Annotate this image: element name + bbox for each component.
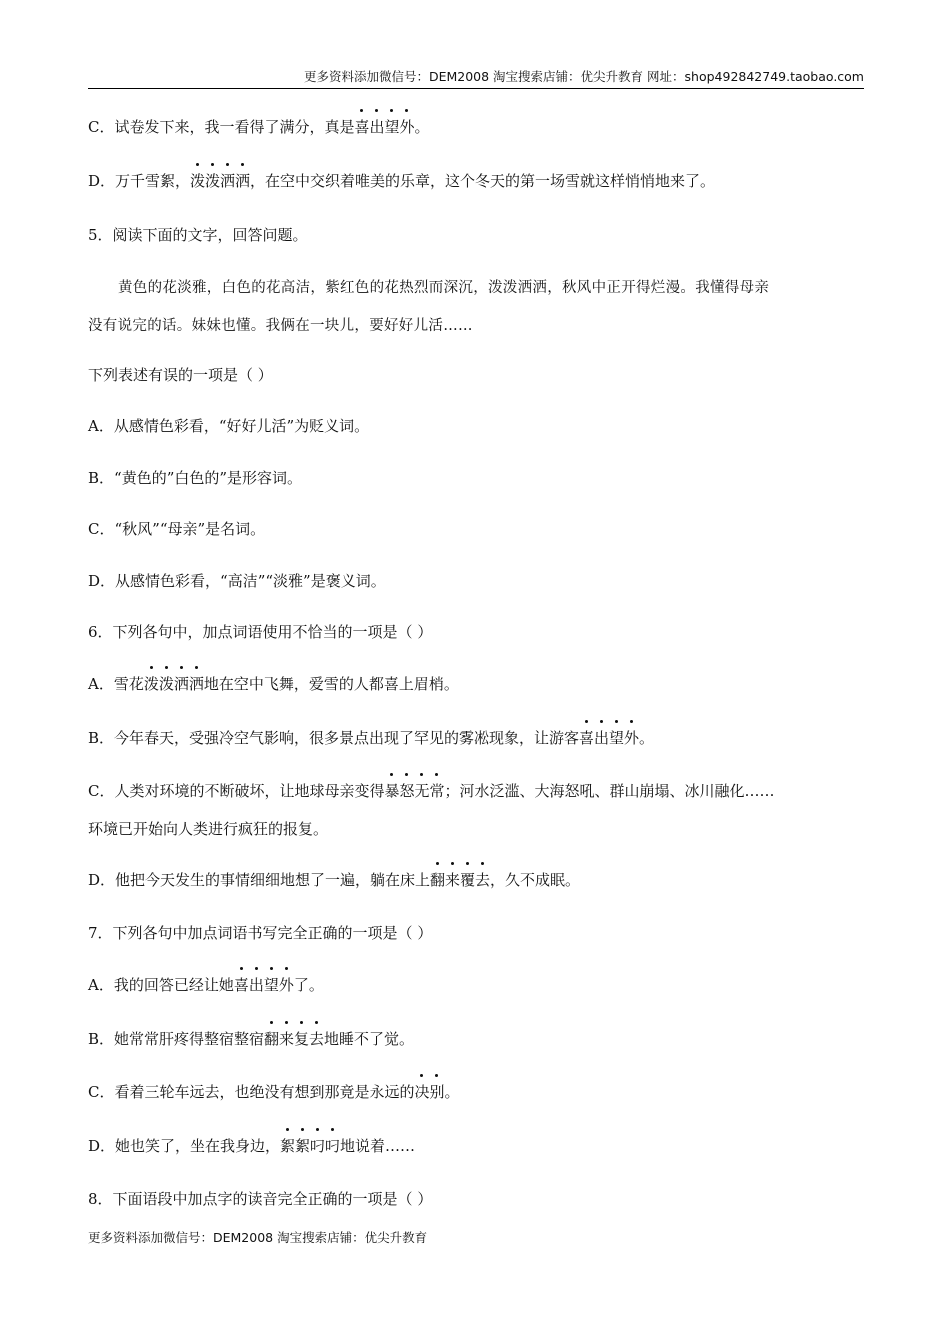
q6-option-d xyxy=(88,869,580,890)
option-text: B．今年春天，受强冷空气影响，很多景点出现了罕见的雾凇现象，让游客 xyxy=(88,729,580,747)
q7-option-a xyxy=(88,974,324,995)
dotted-word: 泼泼洒洒 xyxy=(144,673,204,694)
page-header xyxy=(88,68,864,89)
dotted-word: 翻来复去 xyxy=(264,1028,324,1049)
dotted-word: 絮絮叼叼 xyxy=(280,1135,340,1156)
q8-stem: 8．下面语段中加点字的读音完全正确的一项是（ ） xyxy=(88,1190,433,1208)
q6-option-a xyxy=(88,673,459,694)
q5-question: 下列表述有误的一项是（ ） xyxy=(88,366,273,384)
option-text: D．万千雪絮， xyxy=(88,172,191,190)
option-text: D．她也笑了，坐在我身边， xyxy=(88,1137,281,1155)
q7-option-d xyxy=(88,1135,415,1156)
q4-option-d xyxy=(88,170,715,191)
option-text: 。 xyxy=(444,1083,460,1101)
page-footer: 更多资料添加微信号：DEM2008 淘宝搜索店铺：优尖升教育 xyxy=(88,1230,428,1245)
option-text: 。 xyxy=(639,729,655,747)
option-text: ，在空中交织着唯美的乐章，这个冬天的第一场雪就这样悄悄地来了。 xyxy=(250,172,716,190)
q5-option-c: C．“秋风”“母亲”是名词。 xyxy=(88,520,266,538)
q6-stem: 6．下列各句中，加点词语使用不恰当的一项是（ ） xyxy=(88,623,433,641)
dotted-word: 泼泼洒洒 xyxy=(190,170,250,191)
dotted-word: 决别 xyxy=(414,1081,444,1102)
option-text: A．雪花 xyxy=(88,675,144,693)
dotted-word: 喜出望外 xyxy=(579,727,639,748)
dotted-word: 喜出望外 xyxy=(354,116,414,137)
option-text: 。 xyxy=(414,118,430,136)
dotted-word: 翻来覆去 xyxy=(430,869,490,890)
option-text: D．他把今天发生的事情细细地想了一遍，躺在床上 xyxy=(88,871,431,889)
option-text: B．她常常肝疼得整宿整宿 xyxy=(88,1030,265,1048)
q5-passage-line-1: 黄色的花淡雅，白色的花高洁，紫红色的花热烈而深沉，泼泼洒洒，秋风中正开得烂漫。我懂得母亲 xyxy=(118,280,770,296)
q5-passage-line-2: 没有说完的话。妹妹也懂。我俩在一块儿，要好好儿活…… xyxy=(88,318,473,334)
q6-option-c xyxy=(88,780,775,801)
header-text: 更多资料添加微信号：DEM2008 淘宝搜索店铺：优尖升教育 网址：shop492842749.taobao.com xyxy=(303,69,864,84)
option-text: C．试卷发下来，我一看得了满分，真是 xyxy=(88,118,355,136)
q7-option-b xyxy=(88,1028,414,1049)
dotted-word: 暴怒无常 xyxy=(384,780,444,801)
option-text: A．我的回答已经让她 xyxy=(88,976,234,994)
q7-stem: 7．下列各句中加点词语书写完全正确的一项是（ ） xyxy=(88,924,433,942)
q7-option-c xyxy=(88,1081,460,1102)
option-text: ，久不成眠。 xyxy=(490,871,581,889)
q6-option-b xyxy=(88,727,654,748)
q4-option-c xyxy=(88,116,430,137)
q5-option-a: A．从感情色彩看，“好好儿活”为贬义词。 xyxy=(88,417,370,435)
option-text: 地在空中飞舞，爱雪的人都喜上眉梢。 xyxy=(203,675,459,693)
option-text: 了。 xyxy=(293,976,324,994)
option-text: C．人类对环境的不断破坏，让地球母亲变得 xyxy=(88,782,385,800)
dotted-word: 喜出望外 xyxy=(234,974,294,995)
option-text: 地睡不了觉。 xyxy=(324,1030,415,1048)
option-text: ；河水泛滥、大海怒吼、群山崩塌、冰川融化…… xyxy=(444,782,775,800)
option-text: 地说着…… xyxy=(340,1137,416,1155)
q5-option-b: B．“黄色的”白色的”是形容词。 xyxy=(88,469,303,487)
q5-option-d: D．从感情色彩看，“高洁”“淡雅”是褒义词。 xyxy=(88,572,386,590)
q6-option-c-line-2: 环境已开始向人类进行疯狂的报复。 xyxy=(88,820,329,838)
option-text: C．看着三轮车远去，也绝没有想到那竟是永远的 xyxy=(88,1083,415,1101)
q5-stem: 5．阅读下面的文字，回答问题。 xyxy=(88,226,308,244)
